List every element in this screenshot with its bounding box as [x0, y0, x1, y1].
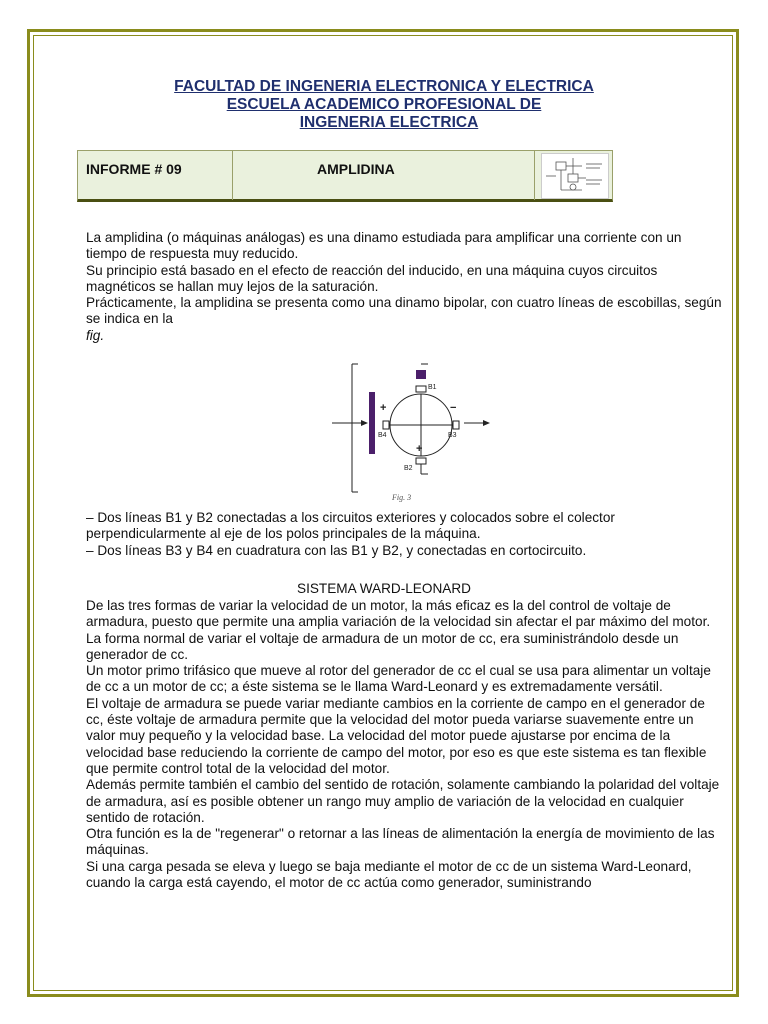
plus-bottom: +	[416, 443, 423, 455]
intro-paragraph: Prácticamente, la amplidina se presenta como una dinamo bipolar, con cuatro líneas de escobillas, según se indica en la	[86, 295, 722, 327]
label-b3: B3	[448, 432, 457, 439]
report-number-cell	[78, 151, 233, 200]
minus-right: −	[450, 402, 457, 414]
intro-paragraph: La amplidina (o máquinas análogas) es una dinamo estudiada para amplificar una corriente con un tiempo de respuesta muy reducido.	[86, 230, 682, 262]
document-header	[0, 78, 768, 132]
circuit-thumbnail-image	[541, 153, 609, 199]
brush-description	[86, 510, 722, 559]
section-paragraph: De las tres formas de variar la velocidad de un motor, la más eficaz es la del control de voltaje de armadura, puesto que permite una amplia variación de la velocidad sin afectar el par máximo del motor.	[86, 598, 711, 630]
brush-b1-block	[416, 370, 426, 379]
section-paragraph: Un motor primo trifásico que mueve al rotor del generador de cc el cual se usa para alimentar un voltaje de cc a un motor de cc; a éste sistema se le llama Ward-Leonard y es extremadamente versátil.	[86, 663, 711, 695]
fig-reference: fig.	[86, 327, 105, 343]
report-info-bar	[77, 150, 613, 202]
faculty-title: FACULTAD DE INGENERIA ELECTRONICA Y ELECTRICA	[174, 78, 594, 95]
label-b1: B1	[428, 384, 437, 391]
ward-leonard-text	[86, 598, 722, 891]
program-title: INGENERIA ELECTRICA	[299, 114, 479, 131]
report-title: AMPLIDINA	[317, 161, 395, 177]
label-b2: B2	[404, 465, 413, 472]
section-title: SISTEMA WARD-LEONARD	[297, 581, 471, 596]
figure-caption: Fig. 3	[392, 493, 412, 502]
bullet-item: – Dos líneas B1 y B2 conectadas a los circuitos exteriores y colocados sobre el colector perpendicularmente al eje de los polos principales de la máquina.	[86, 510, 615, 542]
intro-paragraph: Su principio está basado en el efecto de reacción del inducido, en una máquina cuyos circuitos magnéticos se hallan muy lejos de la saturación.	[86, 262, 658, 294]
field-winding-bar	[369, 392, 375, 454]
school-title: ESCUELA ACADEMICO PROFESIONAL DE	[226, 96, 542, 113]
intro-text	[86, 230, 722, 344]
section-paragraph: El voltaje de armadura se puede variar mediante cambios en la corriente de campo en el generador de cc, éste voltaje de armadura permite que la velocidad del motor pueda variarse suavemente entre un valor muy pequeño y la velocidad base. La velocidad del motor puede ajustarse por encima de la velocidad base reduciendo la corriente de campo del motor, por eso es que este sistema es tan flexible que permite control total de la velocidad del motor.	[86, 695, 707, 776]
amplidyne-diagram	[330, 362, 510, 510]
report-number: INFORME # 09	[86, 161, 182, 177]
section-paragraph: Además permite también el cambio del sentido de rotación, solamente cambiando la polaridad del voltaje de armadura, así es posible obtener un rango muy amplio de variación de la velocidad en cualquier sentido de rotación.	[86, 777, 720, 825]
label-b4: B4	[378, 432, 387, 439]
plus-left: +	[380, 402, 387, 414]
section-paragraph: La forma normal de variar el voltaje de armadura de un motor de cc, era suministrándolo desde un generador de cc.	[86, 630, 679, 662]
section-paragraph: Si una carga pesada se eleva y luego se baja mediante el motor de cc de un sistema Ward-Leonard, cuando la carga está cayendo, el motor de cc actúa como generador, suministrando	[86, 858, 692, 891]
section-paragraph: Otra función es la de "regenerar" o retornar a las líneas de alimentación la energía de movimiento de las máquinas.	[86, 826, 715, 858]
bullet-item: – Dos líneas B3 y B4 en cuadratura con las B1 y B2, y conectadas en cortocircuito.	[86, 542, 587, 558]
thumbnail-cell	[534, 151, 615, 200]
